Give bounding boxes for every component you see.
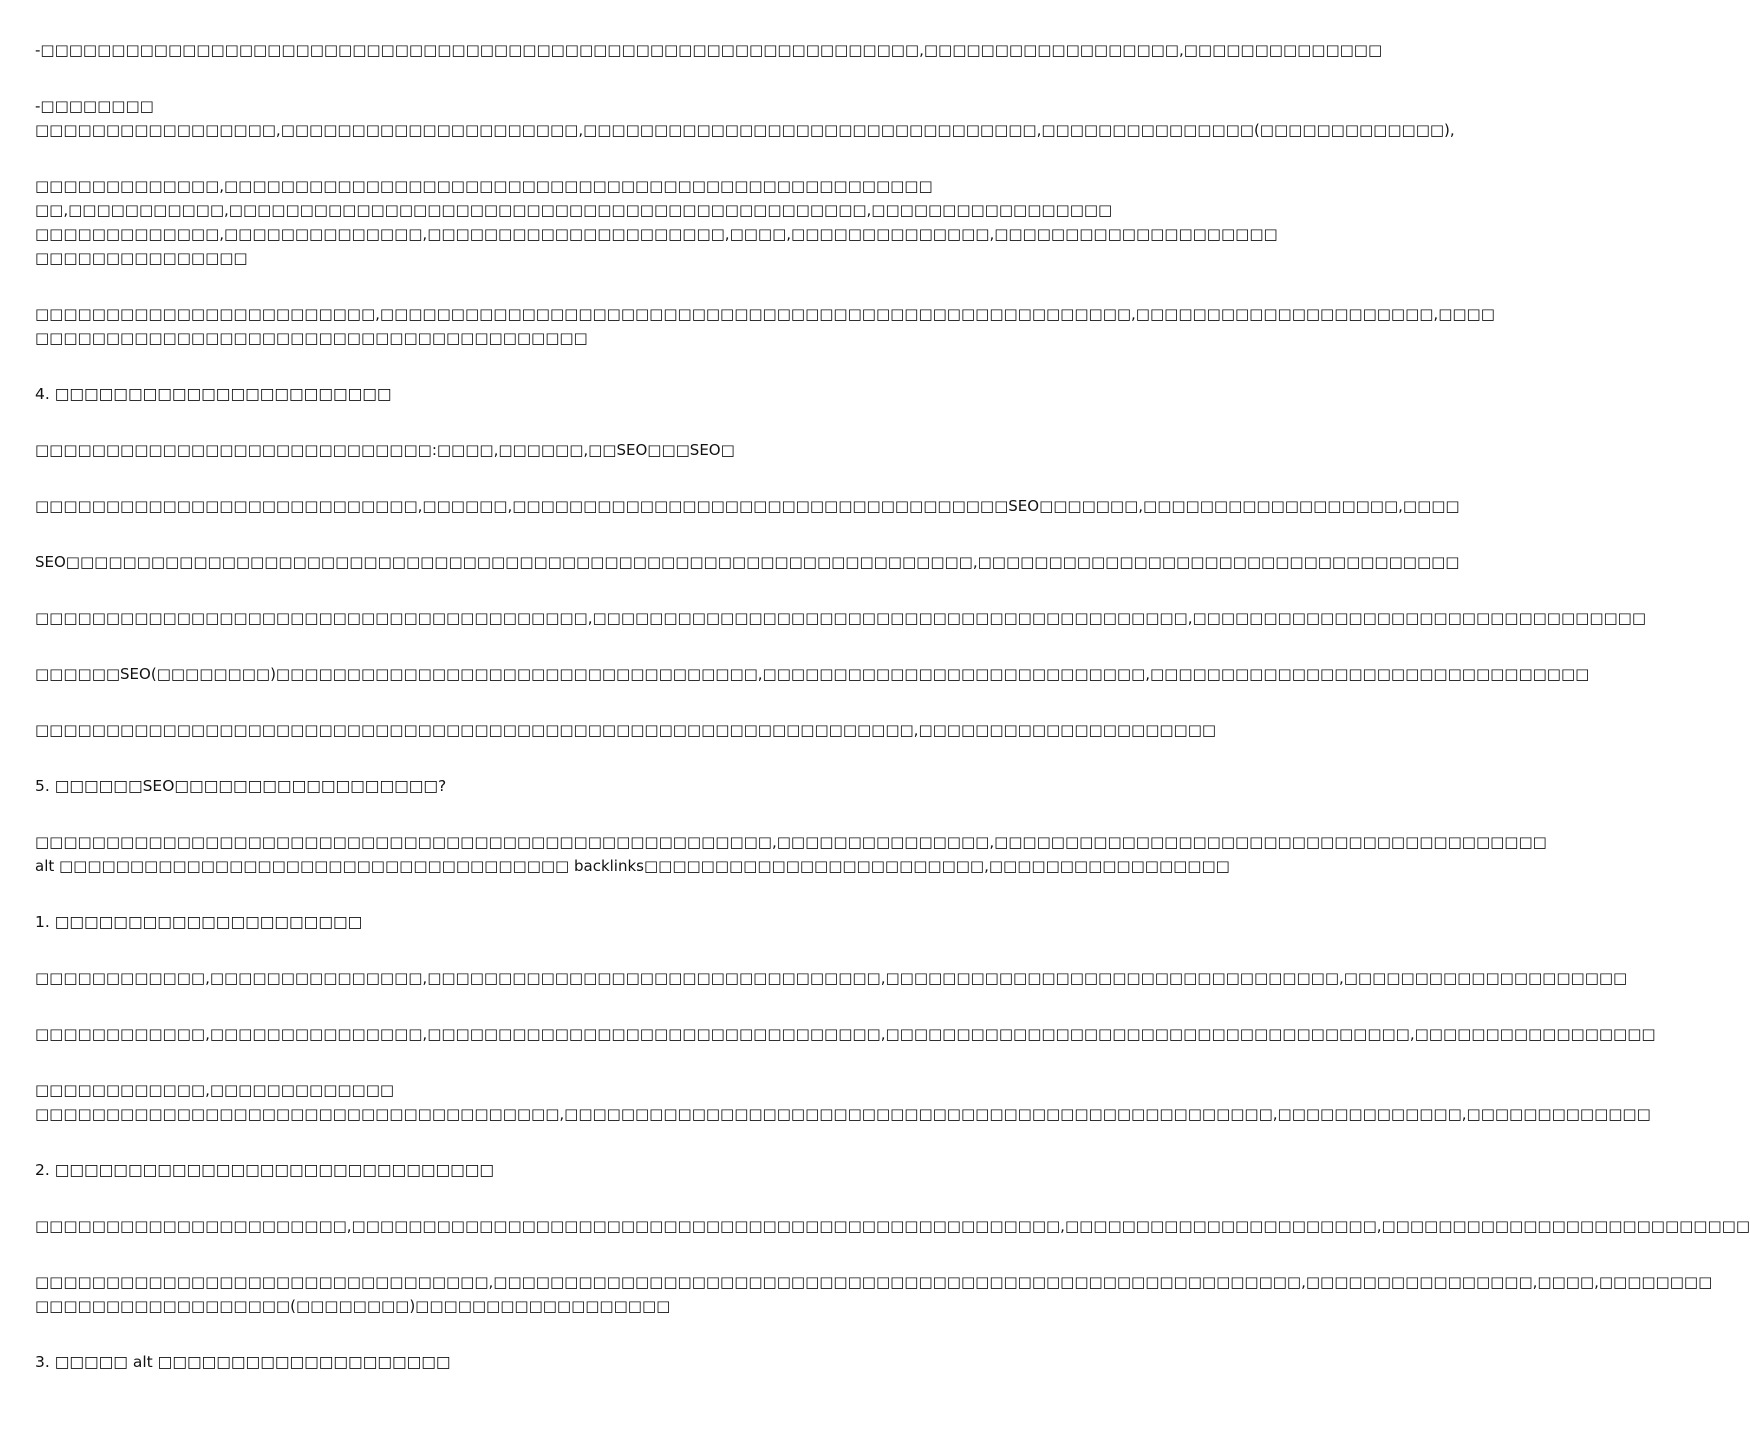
paragraph <box>35 606 1647 630</box>
paragraph <box>35 1214 1750 1238</box>
text-line: □□□□□□□□□□□□,□□□□□□□□□□□□□□□,□□□□□□□□□□□□□□□□□□□□□□□□□□□□□□□□,□□□□□□□□□□□□□□□□□□□□□□□□□□□□□□□□□□□□□,□□□□□□□□□□□□□□□□□ <box>35 1025 1656 1043</box>
text-line: □□□□□□□□□□□□□□□□□□(□□□□□□□□)□□□□□□□□□□□□□□□□□□ <box>35 1297 671 1315</box>
section-heading-4 <box>35 382 990 406</box>
text-line: □□□□□□□□□□□□,□□□□□□□□□□□□□□□,□□□□□□□□□□□□□□□□□□□□□□□□□□□□□□□□,□□□□□□□□□□□□□□□□□□□□□□□□□□□□□□□□,□□□□□□□□□□□□□□□□□□□□ <box>35 969 1628 987</box>
text-line: □□□□□□□□□□□□□□□□□□□□□□□□□□□□□□□□,□□□□□□□□□□□□□□□□□□□□□□□□□□□□□□□□□□□□□□□□□□□□□□□□□□□□□□□□□,□□□□□□□□□□□□□□□□,□□□□,□□□□□□□□ <box>35 1273 1713 1291</box>
paragraph <box>35 438 990 462</box>
paragraph <box>35 550 1460 574</box>
paragraph <box>35 830 1547 878</box>
heading-text: 4. □□□□□□□□□□□□□□□□□□□□□□□ <box>35 385 392 403</box>
section-heading-5 <box>35 774 990 798</box>
paragraph <box>35 174 1278 270</box>
text-line: □□□□□□□□□□□□□□□□□□□□□□□□□□□□□□□□□□□□□,□□□□□□□□□□□□□□□□□□□□□□□□□□□□□□□□□□□□□□□□□□□□□□□□□□,□□□□□□□□□□□□□,□□□□□□□□□□□□□ <box>35 1105 1651 1123</box>
text-line: □□□□□□□□□□□□□□□□□□□□□□□□□□□□□□□□□□□□□□□,□□□□□□□□□□□□□□□□□□□□□□□□□□□□□□□□□□□□□□□□□□,□□□□□□□□□□□□□□□□□□□□□□□□□□□□□□□□ <box>35 609 1647 627</box>
heading-text: 2. □□□□□□□□□□□□□□□□□□□□□□□□□□□□□□ <box>35 1161 495 1179</box>
document-page <box>35 38 1750 1406</box>
subsection-heading-1 <box>35 910 990 934</box>
paragraph <box>35 302 1495 350</box>
text-line: □□□□□□□□□□□□□□□□□□□□□□□□□□□□□□□□□□□□□□□□□□□□□□□□□□□□□□□□□□□□□□,□□□□□□□□□□□□□□□□□□□□□ <box>35 721 1217 739</box>
paragraph <box>35 718 1217 742</box>
paragraph <box>35 966 1628 990</box>
text-line: □□□□□□□□□□□□□□□□□□□□□□□□□□□□□□□□□□□□□□□□□□□□□□□□□□□□,□□□□□□□□□□□□□□□,□□□□□□□□□□□□□□□□□□□□□□□□□□□□□□□□□□□□□□□ <box>35 833 1547 851</box>
text-line: □□□□□□□□□□□□□□□□□□□□□□□□□□□,□□□□□□,□□□□□□□□□□□□□□□□□□□□□□□□□□□□□□□□□□□SEO□□□□□□□,□□□□□□□□□□□□□□□□□□,□□□□ <box>35 497 1460 515</box>
text-line: □□□□□□□□□□□□□□□□□□□□□□□□,□□□□□□□□□□□□□□□□□□□□□□□□□□□□□□□□□□□□□□□□□□□□□□□□□□□□□,□□□□□□□□□□□□□□□□□□□□□,□□□□ <box>35 305 1495 323</box>
text-line: □□□□□□□□□□□□,□□□□□□□□□□□□□ <box>35 1081 395 1099</box>
paragraph <box>35 1022 1656 1046</box>
text-line: □□□□□□□□□□□□□,□□□□□□□□□□□□□□□□□□□□□□□□□□□□□□□□□□□□□□□□□□□□□□□□□□ <box>35 177 933 195</box>
text-line: □□□□□□□□□□□□□□□□□□□□□□□□□□□□□□□□□□□□□□□ <box>35 329 588 347</box>
text-line: □□□□□□SEO(□□□□□□□□)□□□□□□□□□□□□□□□□□□□□□□□□□□□□□□□□□□,□□□□□□□□□□□□□□□□□□□□□□□□□□□,□□□□□□□□□□□□□□□□□□□□□□□□□□□□□□□ <box>35 665 1590 683</box>
paragraph <box>35 1078 1651 1126</box>
text-line: □□□□□□□□□□□□□□□□□□□□□□□□□□□□:□□□□,□□□□□□,□□SEO□□□SEO□ <box>35 441 735 459</box>
subsection-heading-2 <box>35 1158 990 1182</box>
text-line: □□,□□□□□□□□□□□,□□□□□□□□□□□□□□□□□□□□□□□□□□□□□□□□□□□□□□□□□□□□□,□□□□□□□□□□□□□□□□□ <box>35 201 1113 219</box>
paragraph <box>35 38 1383 62</box>
heading-text: 5. □□□□□□SEO□□□□□□□□□□□□□□□□□□? <box>35 777 447 795</box>
text-line: □□□□□□□□□□□□□□□□□,□□□□□□□□□□□□□□□□□□□□□,□□□□□□□□□□□□□□□□□□□□□□□□□□□□□□□□,□□□□□□□□□□□□□□□(□□□□□□□□□□□□□), <box>35 121 1455 139</box>
text-line: □□□□□□□□□□□□□□□ <box>35 249 248 267</box>
text-line: SEO□□□□□□□□□□□□□□□□□□□□□□□□□□□□□□□□□□□□□□□□□□□□□□□□□□□□□□□□□□□□□□□□,□□□□□□□□□□□□□□□□□□□□□□□□□□□□□□□□□□ <box>35 553 1460 571</box>
text-line: alt □□□□□□□□□□□□□□□□□□□□□□□□□□□□□□□□□□□□ backlinks□□□□□□□□□□□□□□□□□□□□□□□□,□□□□□□□□□□□□□□□□□ <box>35 857 1230 875</box>
paragraph <box>35 94 1455 142</box>
paragraph <box>35 494 1460 518</box>
text-line: □□□□□□□□□□□□□□□□□□□□□□,□□□□□□□□□□□□□□□□□□□□□□□□□□□□□□□□□□□□□□□□□□□□□□□□□□,□□□□□□□□□□□□□□□□□□□□□□,□□□□□□□□□□□□□□□□□□□□□□□□□□ <box>35 1217 1750 1235</box>
text-line: -□□□□□□□□□□□□□□□□□□□□□□□□□□□□□□□□□□□□□□□□□□□□□□□□□□□□□□□□□□□□□□,□□□□□□□□□□□□□□□□□□,□□□□□□□□□□□□□□ <box>35 41 1383 59</box>
text-line: □□□□□□□□□□□□□,□□□□□□□□□□□□□□,□□□□□□□□□□□□□□□□□□□□□,□□□□,□□□□□□□□□□□□□□,□□□□□□□□□□□□□□□□□□□□ <box>35 225 1278 243</box>
subsection-heading-3 <box>35 1350 990 1374</box>
text-line: -□□□□□□□□ <box>35 97 154 115</box>
paragraph <box>35 1270 1713 1318</box>
heading-text: 3. □□□□□ alt □□□□□□□□□□□□□□□□□□□□ <box>35 1353 451 1371</box>
heading-text: 1. □□□□□□□□□□□□□□□□□□□□□ <box>35 913 363 931</box>
paragraph <box>35 662 1590 686</box>
